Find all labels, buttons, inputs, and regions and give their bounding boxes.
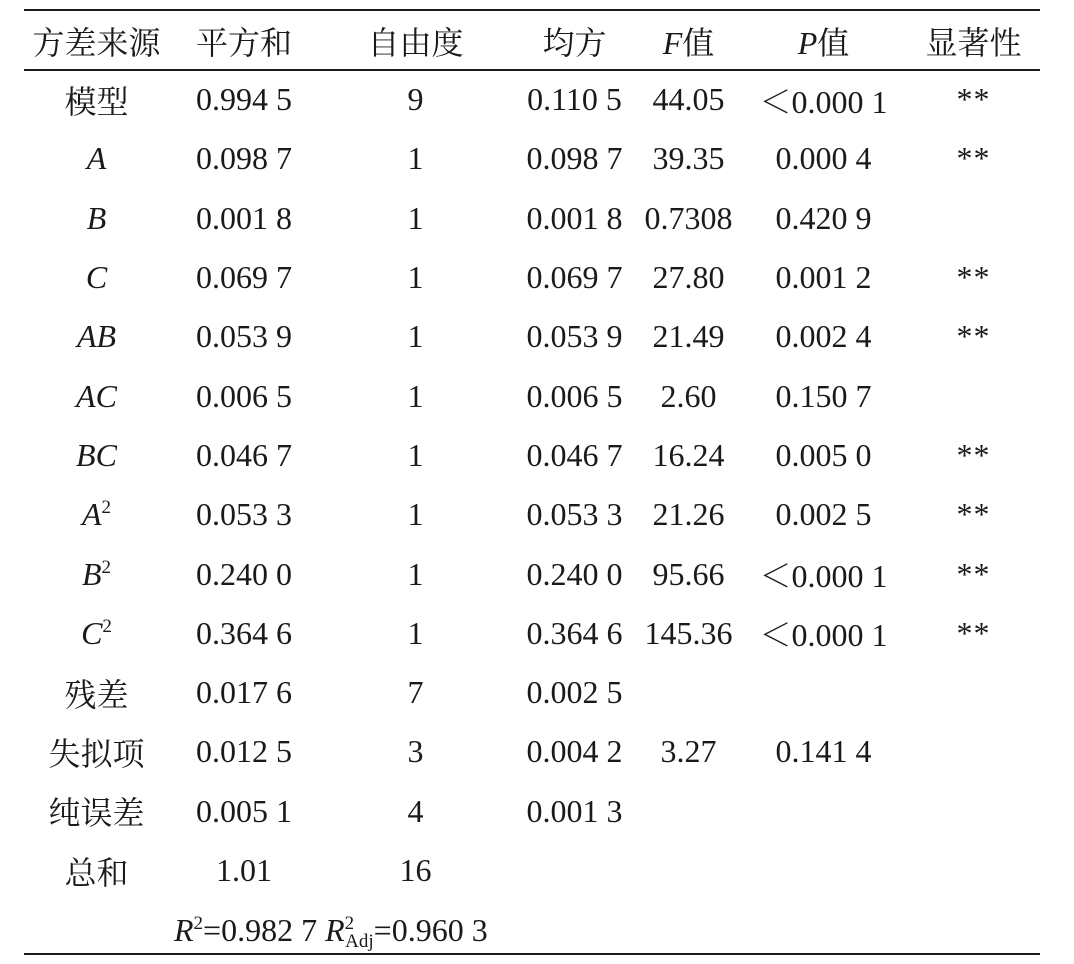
cell-f-value: 2.60 (660, 377, 717, 414)
cell-f-value: 21.49 (652, 318, 725, 355)
cell-p-value: 0.000 4 (775, 140, 872, 177)
cell-mean-square: 0.098 7 (526, 140, 623, 177)
r2-adj-letter: R (325, 912, 345, 948)
source-label: B (81, 555, 102, 592)
cell-sum-of-squares: 0.069 7 (196, 259, 292, 296)
cell-significance: ** (956, 496, 991, 533)
header-source: 方差来源 (32, 24, 161, 61)
cell-sum-of-squares: 0.053 9 (196, 318, 292, 355)
cell-source (24, 544, 169, 603)
cell-p-value: 0.001 2 (775, 259, 872, 296)
source-label: 纯误差 (48, 795, 145, 832)
cell-f-value: 16.24 (652, 436, 725, 473)
cell-source (24, 248, 169, 307)
header-degrees-of-freedom: 自由度 (367, 24, 464, 61)
cell-mean-square: 0.364 6 (526, 614, 623, 651)
source-label: 模型 (64, 83, 129, 120)
r2-adj-subscript: Adj (345, 931, 374, 952)
cell-sum-of-squares: 0.012 5 (196, 733, 292, 770)
source-superscript: 2 (102, 615, 112, 637)
cell-f-value (637, 663, 740, 722)
cell-degrees-of-freedom: 1 (407, 318, 424, 355)
cell-significance: ** (956, 555, 991, 592)
cell-degrees-of-freedom: 1 (407, 140, 424, 177)
cell-source (24, 485, 169, 544)
cell-f-value: 0.7308 (644, 199, 733, 236)
cell-significance: ** (956, 140, 991, 177)
table-row (24, 663, 1040, 722)
table-row (24, 307, 1040, 366)
table-row (24, 70, 1040, 129)
header-significance: 显著性 (925, 24, 1022, 61)
cell-mean-square: 0.240 0 (526, 555, 623, 592)
cell-f-value (637, 782, 740, 841)
cell-degrees-of-freedom: 1 (407, 199, 424, 236)
cell-degrees-of-freedom: 9 (407, 81, 424, 118)
cell-p-value (740, 782, 907, 841)
cell-degrees-of-freedom: 1 (407, 555, 424, 592)
cell-significance (907, 841, 1040, 900)
cell-sum-of-squares: 0.005 1 (196, 792, 292, 829)
source-superscript: 2 (101, 497, 112, 519)
cell-sum-of-squares: 0.364 6 (196, 614, 292, 651)
cell-f-value: 3.27 (660, 733, 717, 770)
cell-degrees-of-freedom: 1 (407, 259, 424, 296)
cell-p-value: 0.420 9 (775, 199, 872, 236)
cell-significance (907, 189, 1040, 248)
source-label: BC (76, 436, 117, 473)
cell-degrees-of-freedom: 16 (399, 852, 432, 888)
cell-degrees-of-freedom: 1 (407, 436, 424, 473)
cell-mean-square: 0.001 8 (526, 199, 623, 236)
source-label: AB (76, 318, 117, 355)
source-label: A (86, 140, 107, 177)
cell-p-value (740, 663, 907, 722)
cell-source (24, 604, 169, 663)
r2-adj-value: =0.960 3 (373, 912, 488, 948)
cell-significance (907, 782, 1040, 841)
r2-value: =0.982 7 (203, 912, 318, 948)
source-label: 总和 (64, 854, 129, 891)
source-superscript: 2 (101, 556, 112, 578)
header-p-suffix: 值 (817, 24, 850, 61)
table-row (24, 722, 1040, 781)
cell-f-value: 145.36 (644, 614, 733, 651)
table-bottom-rule (24, 953, 1040, 955)
cell-mean-square (512, 841, 637, 900)
cell-source (24, 426, 169, 485)
cell-source (24, 189, 169, 248)
cell-source (24, 307, 169, 366)
table-row (24, 544, 1040, 603)
cell-mean-square: 0.053 9 (526, 318, 623, 355)
source-label: B (86, 199, 107, 236)
cell-mean-square: 0.002 5 (526, 674, 623, 711)
r2-adj-superscript: 2 (344, 913, 355, 934)
header-row (24, 11, 1040, 70)
cell-f-value: 27.80 (652, 259, 725, 296)
cell-source (24, 663, 169, 722)
table-row (24, 366, 1040, 425)
cell-f-value: 39.35 (652, 140, 725, 177)
anova-table (24, 11, 1040, 900)
source-label: A (81, 496, 102, 533)
cell-significance: ** (956, 318, 991, 355)
r2-letter: R (174, 912, 194, 948)
table-row (24, 782, 1040, 841)
table-row (24, 604, 1040, 663)
cell-f-value: 95.66 (652, 555, 725, 592)
cell-p-value: 0.005 0 (775, 436, 872, 473)
cell-mean-square: 0.006 5 (526, 377, 623, 414)
cell-f-value (637, 841, 740, 900)
cell-p-value: ＜0.000 1 (759, 617, 888, 654)
table-row (24, 426, 1040, 485)
source-label: AC (76, 377, 117, 414)
table-row (24, 248, 1040, 307)
cell-degrees-of-freedom: 4 (407, 792, 424, 829)
cell-sum-of-squares: 0.006 5 (196, 377, 292, 414)
cell-significance: ** (956, 81, 991, 118)
cell-sum-of-squares: 0.053 3 (196, 496, 292, 533)
cell-degrees-of-freedom: 1 (407, 496, 424, 533)
cell-sum-of-squares: 0.001 8 (196, 199, 292, 236)
cell-mean-square: 0.053 3 (526, 496, 623, 533)
source-label: 残差 (64, 676, 129, 713)
cell-mean-square: 0.110 5 (527, 81, 622, 118)
cell-significance (907, 366, 1040, 425)
cell-sum-of-squares: 0.017 6 (196, 674, 292, 711)
cell-p-value: ＜0.000 1 (759, 558, 888, 595)
cell-p-value: ＜0.000 1 (759, 83, 888, 120)
cell-degrees-of-freedom: 1 (407, 377, 424, 414)
table-row (24, 189, 1040, 248)
cell-source (24, 366, 169, 425)
table-body (24, 70, 1040, 900)
table-row (24, 841, 1040, 900)
cell-significance: ** (956, 259, 991, 296)
cell-source (24, 129, 169, 188)
cell-significance (907, 663, 1040, 722)
cell-mean-square: 0.046 7 (526, 436, 623, 473)
cell-degrees-of-freedom: 7 (407, 674, 424, 711)
header-sum-of-squares: 平方和 (195, 24, 292, 61)
cell-significance (907, 722, 1040, 781)
source-label: C (81, 614, 103, 651)
cell-source (24, 841, 169, 900)
cell-significance: ** (956, 436, 991, 473)
cell-sum-of-squares: 0.994 5 (196, 81, 292, 118)
header-p-value (740, 11, 907, 70)
cell-f-value: 21.26 (652, 496, 725, 533)
cell-source (24, 70, 169, 129)
cell-mean-square: 0.069 7 (526, 259, 623, 296)
cell-p-value: 0.141 4 (775, 733, 872, 770)
cell-p-value: 0.002 5 (775, 496, 872, 533)
cell-sum-of-squares: 0.046 7 (196, 436, 292, 473)
cell-sum-of-squares: 0.240 0 (196, 555, 292, 592)
table-row (24, 485, 1040, 544)
cell-sum-of-squares: 1.01 (216, 852, 272, 888)
header-f-value (637, 11, 740, 70)
header-p-letter: P (797, 24, 818, 61)
cell-f-value: 44.05 (652, 81, 725, 118)
cell-source (24, 782, 169, 841)
header-f-letter: F (662, 24, 683, 61)
header-mean-square: 均方 (542, 24, 607, 61)
cell-mean-square: 0.004 2 (526, 733, 623, 770)
cell-mean-square: 0.001 3 (526, 792, 623, 829)
fit-statistics (174, 912, 488, 952)
cell-p-value: 0.150 7 (775, 377, 872, 414)
header-f-suffix: 值 (682, 24, 715, 61)
r2-superscript: 2 (193, 913, 204, 934)
cell-sum-of-squares: 0.098 7 (196, 140, 292, 177)
cell-p-value: 0.002 4 (775, 318, 872, 355)
cell-degrees-of-freedom: 1 (407, 614, 424, 651)
cell-degrees-of-freedom: 3 (407, 733, 424, 770)
cell-source (24, 722, 169, 781)
table-row (24, 129, 1040, 188)
source-label: 失拟项 (48, 735, 145, 772)
cell-significance: ** (956, 614, 991, 651)
cell-p-value (740, 841, 907, 900)
source-label: C (85, 259, 108, 296)
